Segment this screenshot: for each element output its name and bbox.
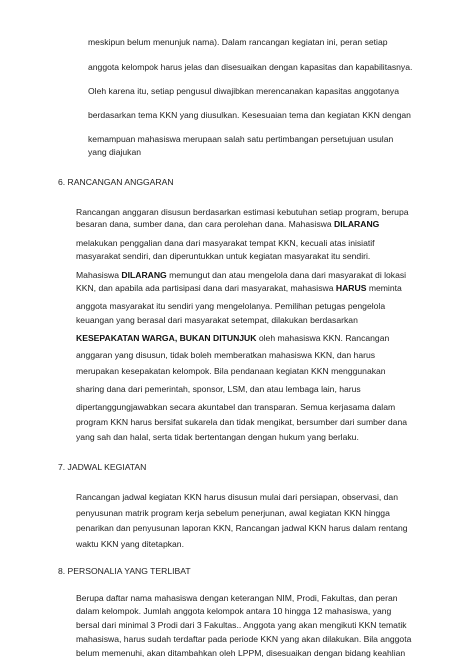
bold-term: DILARANG [334, 219, 380, 229]
bold-term: KESEPAKATAN WARGA, BUKAN DITUNJUK [76, 333, 257, 343]
paragraph-line: mahasiswa, harus sudah terdaftar pada periode KKN yang akan dilakukan. Bila anggota [76, 634, 412, 644]
paragraph-line: meskipun belum menunjuk nama). Dalam rancangan kegiatan ini, peran setiap [88, 37, 388, 47]
paragraph-line: Mahasiswa DILARANG memungut dan atau mengelola dana dari masyarakat di lokasi [76, 270, 407, 280]
paragraph-line: Rancangan jadwal kegiatan KKN harus disusun mulai dari persiapan, observasi, dan [76, 492, 398, 502]
paragraph-line: merupakan kesepakatan kelompok. Bila pendanaan kegiatan KKN menggunakan [76, 366, 386, 376]
paragraph-line: waktu KKN yang ditetapkan. [76, 539, 184, 549]
paragraph-line: anggaran yang disusun, tidak boleh memberatkan mahasiswa KKN, dan harus [76, 350, 376, 360]
section-heading-personalia: 8. PERSONALIA YANG TERLIBAT [58, 566, 191, 576]
paragraph-line: program KKN harus bersifat sukarela dan tidak mengikat, bersumber dari sumber dana [76, 417, 408, 427]
paragraph-line: KKN, dan apabila ada partisipasi dana dari masyarakat, mahasiswa HARUS meminta [76, 283, 402, 293]
paragraph-line: anggota kelompok harus jelas dan disesuaikan dengan kapasitas dan kapabilitasnya. [88, 62, 413, 72]
paragraph-line: penarikan dan penyusunan laporan KKN, Rancangan jadwal KKN harus dalam rentang [76, 523, 408, 533]
paragraph-line: Oleh karena itu, setiap pengusul diwajibkan merencanakan kapasitas anggotanya [88, 86, 400, 96]
paragraph-line: sharing dana dari pemerintah, sponsor, LSM, dan atau lembaga lain, harus [76, 384, 361, 394]
paragraph-line: Rancangan anggaran disusun berdasarkan estimasi kebutuhan setiap program, berupa [76, 207, 409, 217]
paragraph-line: bersal dari minimal 3 Prodi dari 3 Fakultas.. Anggota yang akan mengikuti KKN tematik [76, 620, 407, 630]
section-heading-jadwal-kegiatan: 7. JADWAL KEGIATAN [58, 462, 147, 472]
section-heading-rancangan-anggaran: 6. RANCANGAN ANGGARAN [58, 177, 174, 187]
bold-term: DILARANG [121, 270, 167, 280]
paragraph-line: penyusunan matrik program kerja sebelum penerjunan, awal kegiatan KKN hingga [76, 508, 390, 518]
paragraph-line: yang sah dan halal, serta tidak bertentangan dengan hukum yang berlaku. [76, 432, 359, 442]
paragraph-line: KESEPAKATAN WARGA, BUKAN DITUNJUK oleh mahasiswa KKN. Rancangan [76, 333, 390, 343]
paragraph-line: melakukan penggalian dana dari masyarakat tempat KKN, kecuali atas inisiatif [76, 238, 375, 248]
paragraph-line: dalam kelompok. Jumlah anggota kelompok antara 10 hingga 12 mahasiswa, yang [76, 606, 392, 616]
paragraph-line: Berupa daftar nama mahasiswa dengan keterangan NIM, Prodi, Fakultas, dan peran [76, 593, 398, 603]
paragraph-line: yang diajukan [88, 147, 142, 157]
paragraph-line: dipertanggungjawabkan secara akuntabel dan transparan. Semua kerjasama dalam [76, 402, 396, 412]
paragraph-line: besaran dana, sumber dana, dan cara perolehan dana. Mahasiswa DILARANG [76, 219, 380, 229]
paragraph-line: masyarakat sendiri, dan diperuntukkan untuk kegiatan masyarakat itu sendiri. [76, 251, 371, 261]
paragraph-line: kemampuan mahasiswa merupaan salah satu pertimbangan persetujuan usulan [88, 134, 394, 144]
paragraph-line: keuangan yang berasal dari masyarakat setempat, dilakukan berdasarkan [76, 315, 358, 325]
paragraph-line: belum memenuhi, akan ditambahkan oleh LPPM, disesuaikan dengan bidang keahlian [76, 648, 406, 658]
paragraph-line: berdasarkan tema KKN yang diusulkan. Kesesuaian tema dan kegiatan KKN dengan [88, 110, 411, 120]
bold-term: HARUS [335, 283, 367, 293]
paragraph-line: anggota masyarakat itu sendiri yang mengelolanya. Pemilihan petugas pengelola [76, 301, 386, 311]
